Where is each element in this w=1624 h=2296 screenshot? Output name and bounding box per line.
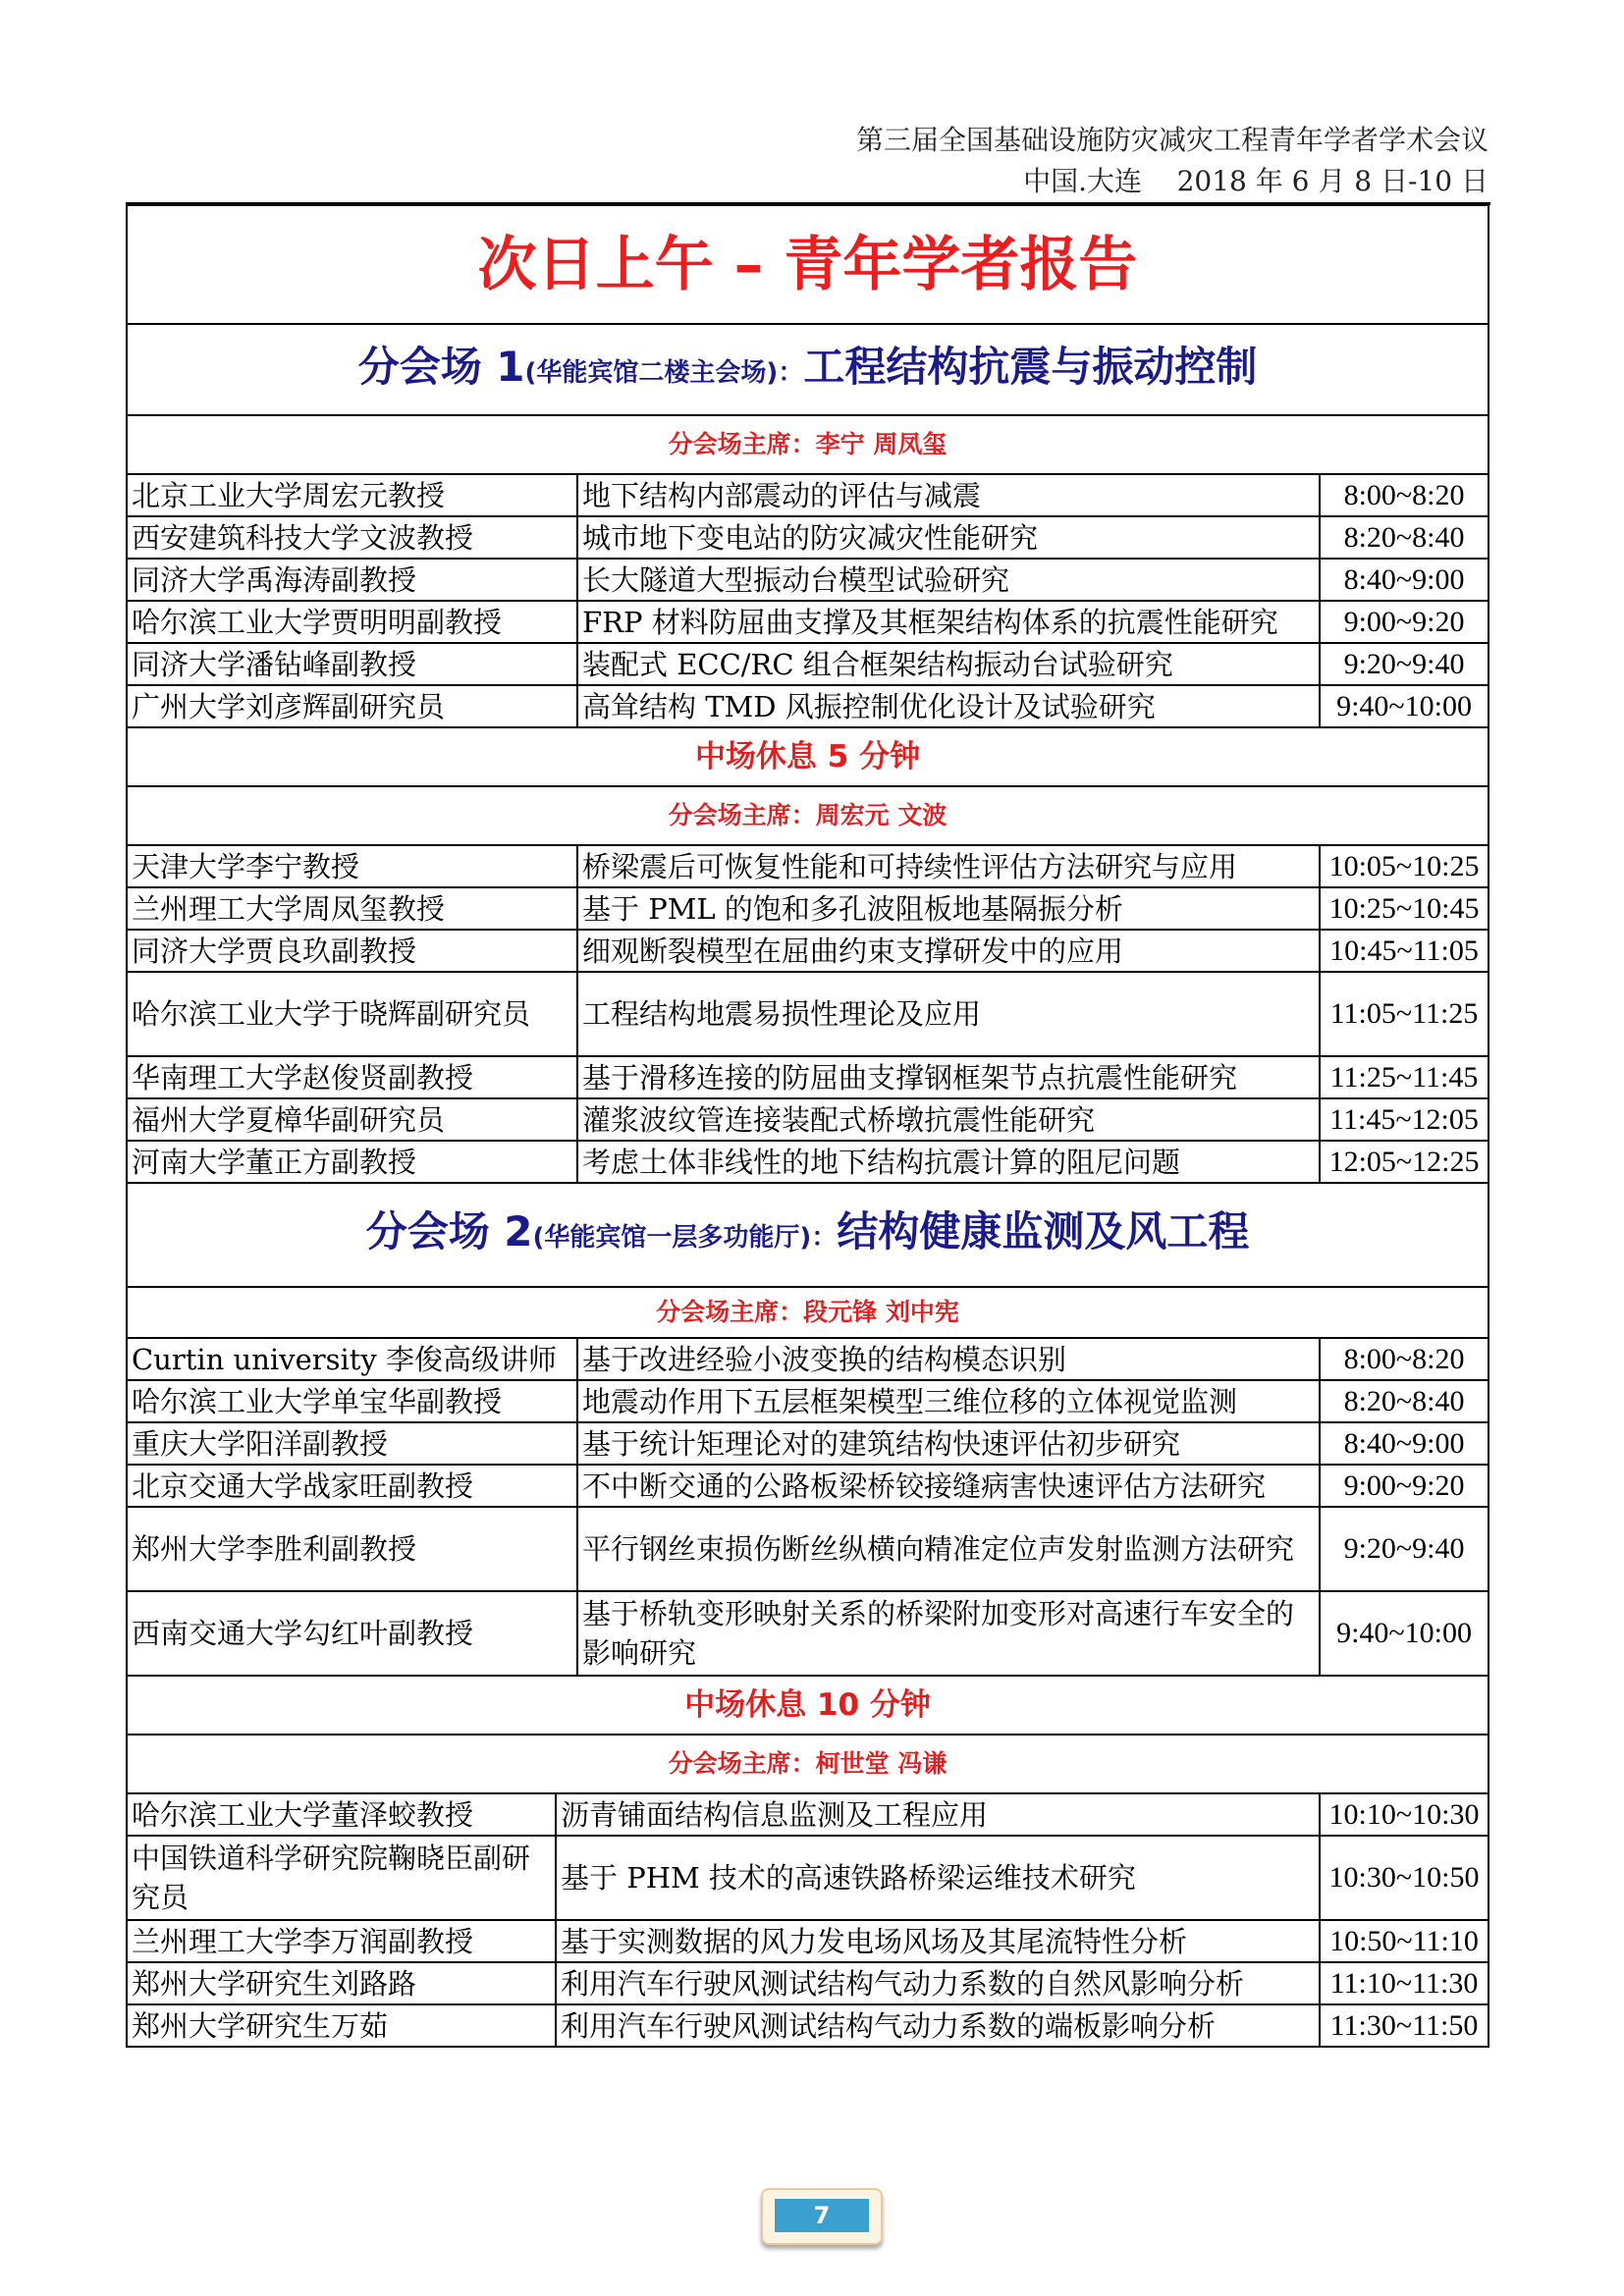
session-topic: 结构健康监测及风工程 [837,1207,1250,1255]
talk-title: 基于实测数据的风力发电场风场及其尾流特性分析 [556,1920,1320,1962]
time-slot: 8:20~8:40 [1320,1380,1489,1422]
time-slot: 10:30~10:50 [1320,1836,1489,1920]
speaker: 福州大学夏樟华副研究员 [127,1098,577,1141]
speaker: 北京工业大学周宏元教授 [127,474,577,516]
talk-row [127,2004,1489,2047]
session-heading-cell [127,1183,1489,1287]
time-slot: 11:05~11:25 [1320,972,1489,1056]
talk-row [127,601,1489,643]
location-date: 中国.大连 2018 年 6 月 8 日-10 日 [1023,165,1489,197]
talk-row [127,474,1489,516]
talk-row [127,1141,1489,1183]
speaker: 哈尔滨工业大学于晓辉副研究员 [127,972,577,1056]
speaker: 重庆大学阳洋副教授 [127,1422,577,1465]
speaker: 哈尔滨工业大学董泽蛟教授 [127,1793,556,1836]
session-chairs-cell: 分会场主席：李宁 周凤玺 [127,415,1489,474]
page-number-badge [761,2188,883,2245]
time-slot: 9:00~9:20 [1320,1465,1489,1507]
time-slot: 8:40~9:00 [1320,559,1489,601]
talk-row [127,1591,1489,1676]
speaker: 华南理工大学赵俊贤副教授 [127,1056,577,1098]
session-heading-cell [127,324,1489,415]
speaker: 西南交通大学勾红叶副教授 [127,1591,577,1676]
talk-title: 灌浆波纹管连接装配式桥墩抗震性能研究 [577,1098,1320,1141]
talk-title: 不中断交通的公路板梁桥铰接缝病害快速评估方法研究 [577,1465,1320,1507]
session-chairs [127,1735,1489,1793]
talk-title: 基于 PHM 技术的高速铁路桥梁运维技术研究 [556,1836,1320,1920]
speaker: 河南大学董正方副教授 [127,1141,577,1183]
time-slot: 9:40~10:00 [1320,685,1489,727]
speaker: 同济大学贾良玖副教授 [127,930,577,972]
page-title-cell: 次日上午 – 青年学者报告 [127,205,1489,324]
time-slot: 9:00~9:20 [1320,601,1489,643]
session-chairs-cell: 分会场主席：柯世堂 冯谦 [127,1735,1489,1793]
talk-title: 工程结构地震易损性理论及应用 [577,972,1320,1056]
talk-title: FRP 材料防屈曲支撑及其框架结构体系的抗震性能研究 [577,601,1320,643]
talk-title: 长大隧道大型振动台模型试验研究 [577,559,1320,601]
talk-row [127,559,1489,601]
session-chairs-cell: 分会场主席：段元锋 刘中宪 [127,1287,1489,1338]
speaker: 哈尔滨工业大学单宝华副教授 [127,1380,577,1422]
speaker: 同济大学禹海涛副教授 [127,559,577,601]
time-slot: 11:30~11:50 [1320,2004,1489,2047]
speaker: 郑州大学研究生刘路路 [127,1962,556,2004]
page-number: 7 [775,2199,869,2232]
time-slot: 8:00~8:20 [1320,474,1489,516]
break-notice-cell: 中场休息 10 分钟 [127,1676,1489,1735]
time-slot: 10:45~11:05 [1320,930,1489,972]
talk-title: 基于桥轨变形映射关系的桥梁附加变形对高速行车安全的影响研究 [577,1591,1320,1676]
talk-row [127,643,1489,685]
speaker: Curtin university 李俊高级讲师 [127,1338,577,1380]
time-slot: 8:40~9:00 [1320,1422,1489,1465]
talk-row [127,1962,1489,2004]
talk-title: 城市地下变电站的防灾减灾性能研究 [577,516,1320,559]
session-heading [127,1183,1489,1287]
session-venue: (华能宾馆一层多功能厅)： [532,1223,838,1253]
talk-title: 平行钢丝束损伤断丝纵横向精准定位声发射监测方法研究 [577,1507,1320,1591]
speaker: 西安建筑科技大学文波教授 [127,516,577,559]
session-name: 分会场 2 [365,1207,533,1255]
session-venue: (华能宾馆二楼主会场)： [524,357,804,388]
talk-title: 装配式 ECC/RC 组合框架结构振动台试验研究 [577,643,1320,685]
talk-row [127,1098,1489,1141]
talk-row [127,1793,1489,1836]
talk-title: 细观断裂模型在屈曲约束支撑研发中的应用 [577,930,1320,972]
talk-row [127,1920,1489,1962]
conference-name: 第三届全国基础设施防灾减灾工程青年学者学术会议 [855,124,1489,156]
speaker: 兰州理工大学周凤玺教授 [127,887,577,930]
talk-row [127,685,1489,727]
speaker: 同济大学潘钻峰副教授 [127,643,577,685]
break-notice-cell: 中场休息 5 分钟 [127,727,1489,786]
time-slot: 11:25~11:45 [1320,1056,1489,1098]
session-topic: 工程结构抗震与振动控制 [803,342,1258,391]
time-slot: 9:40~10:00 [1320,1591,1489,1676]
talk-row [127,930,1489,972]
time-slot: 11:10~11:30 [1320,1962,1489,2004]
talk-row [127,972,1489,1056]
talk-title: 考虑土体非线性的地下结构抗震计算的阻尼问题 [577,1141,1320,1183]
talk-title: 高耸结构 TMD 风振控制优化设计及试验研究 [577,685,1320,727]
page-title [127,205,1489,324]
talk-title: 基于滑移连接的防屈曲支撑钢框架节点抗震性能研究 [577,1056,1320,1098]
speaker: 天津大学李宁教授 [127,845,577,887]
time-slot: 11:45~12:05 [1320,1098,1489,1141]
speaker: 北京交通大学战家旺副教授 [127,1465,577,1507]
session-name: 分会场 1 [357,342,525,391]
time-slot: 10:05~10:25 [1320,845,1489,887]
speaker: 郑州大学研究生万茹 [127,2004,556,2047]
session-chairs [127,1287,1489,1338]
talk-title: 利用汽车行驶风测试结构气动力系数的端板影响分析 [556,2004,1320,2047]
break-notice [127,727,1489,786]
speaker: 哈尔滨工业大学贾明明副教授 [127,601,577,643]
speaker: 郑州大学李胜利副教授 [127,1507,577,1591]
session-heading [127,324,1489,415]
talk-title: 基于 PML 的饱和多孔波阻板地基隔振分析 [577,887,1320,930]
talk-row [127,887,1489,930]
talk-title: 利用汽车行驶风测试结构气动力系数的自然风影响分析 [556,1962,1320,2004]
talk-title: 桥梁震后可恢复性能和可持续性评估方法研究与应用 [577,845,1320,887]
time-slot: 8:20~8:40 [1320,516,1489,559]
talk-title: 地下结构内部震动的评估与减震 [577,474,1320,516]
talk-title: 地震动作用下五层框架模型三维位移的立体视觉监测 [577,1380,1320,1422]
talk-title: 基于改进经验小波变换的结构模态识别 [577,1338,1320,1380]
talk-row [127,1422,1489,1465]
talk-row [127,1507,1489,1591]
speaker: 兰州理工大学李万润副教授 [127,1920,556,1962]
talk-row [127,516,1489,559]
talk-row [127,1836,1489,1920]
time-slot: 10:25~10:45 [1320,887,1489,930]
talk-row [127,845,1489,887]
time-slot: 12:05~12:25 [1320,1141,1489,1183]
time-slot: 10:10~10:30 [1320,1793,1489,1836]
talk-title: 基于统计矩理论对的建筑结构快速评估初步研究 [577,1422,1320,1465]
session-chairs-cell: 分会场主席：周宏元 文波 [127,786,1489,845]
speaker: 中国铁道科学研究院鞠晓臣副研究员 [127,1836,556,1920]
time-slot: 10:50~11:10 [1320,1920,1489,1962]
session-chairs [127,415,1489,474]
speaker: 广州大学刘彦辉副研究员 [127,685,577,727]
talk-row [127,1380,1489,1422]
time-slot: 9:20~9:40 [1320,643,1489,685]
talk-row [127,1465,1489,1507]
session-chairs [127,786,1489,845]
time-slot: 9:20~9:40 [1320,1507,1489,1591]
talk-row [127,1338,1489,1380]
time-slot: 8:00~8:20 [1320,1338,1489,1380]
schedule-table [126,204,1489,1794]
schedule-table [126,1792,1489,2048]
talk-title: 沥青铺面结构信息监测及工程应用 [556,1793,1320,1836]
talk-row [127,1056,1489,1098]
break-notice [127,1676,1489,1735]
